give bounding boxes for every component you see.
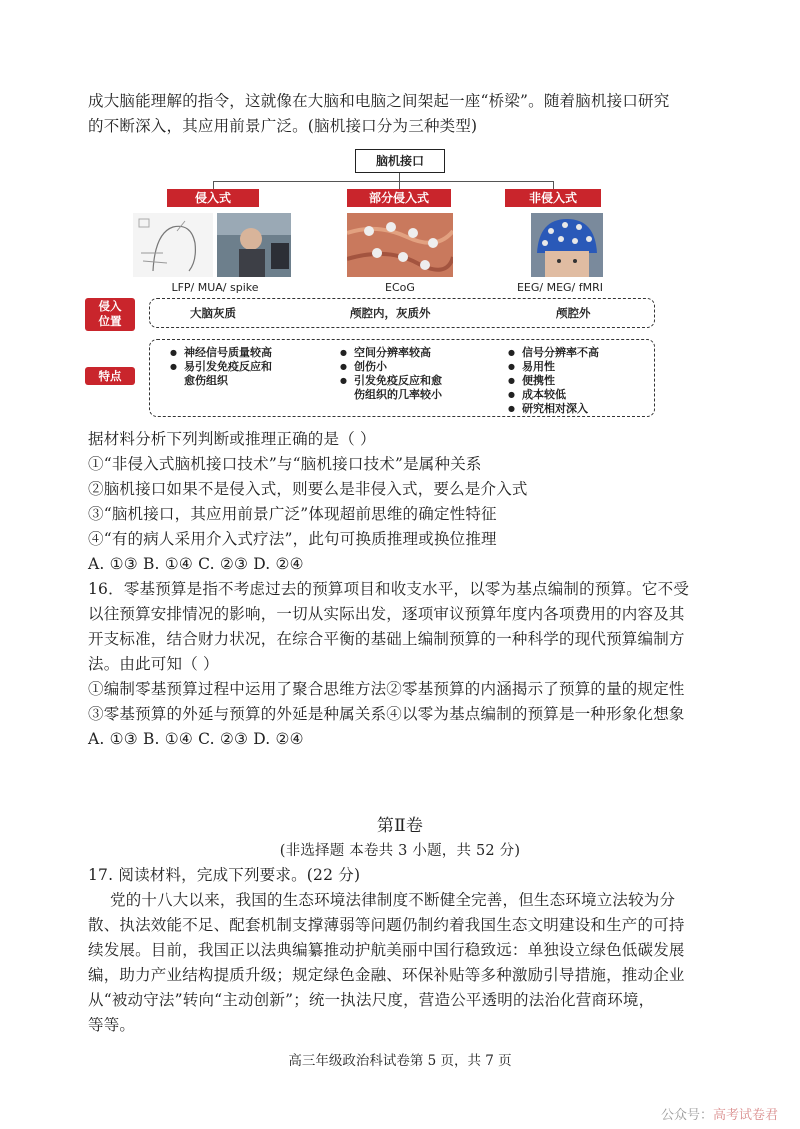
- q17-para-line: 党的十八大以来，我国的生态环境法律制度不断健全完善，但生态环境立法较为分: [110, 891, 676, 909]
- intro-line-1: 成大脑能理解的指令，这就像在大脑和电脑之间架起一座“桥梁”。随着脑机接口研究: [88, 92, 670, 110]
- q16-line-2: 以往预算安排情况的影响，一切从实际出发，逐项审议预算年度内各项费用的内容及其: [88, 605, 685, 623]
- features-partial: [340, 346, 442, 402]
- caption-ecog: ECoG: [385, 281, 415, 294]
- features-box: [149, 339, 655, 417]
- eeg-photo: [531, 213, 603, 277]
- feature-item: ● 便携性: [508, 374, 599, 388]
- q16-line-5: ①编制零基预算过程中运用了聚合思维方法②零基预算的内涵揭示了预算的量的规定性: [88, 680, 685, 698]
- connector: [399, 181, 400, 189]
- connector: [553, 181, 554, 189]
- q17-para-line: 从“被动守法”转向“主动创新”；统一执法尺度，营造公平透明的法治化营商环境，: [88, 991, 655, 1009]
- connector: [399, 173, 400, 181]
- position-non-invasive: 颅腔外: [556, 306, 591, 320]
- page-footer: 高三年级政治科试卷第 5 页，共 7 页: [288, 1053, 512, 1069]
- q15-choices: A. ①③ B. ①④ C. ②③ D. ②④: [88, 555, 304, 573]
- q17-para-line: 等等。: [88, 1016, 136, 1034]
- q16-line-4: 法。由此可知（ ）: [88, 655, 219, 673]
- q17-para-line: 续发展。目前，我国正以法典编纂推动护航美丽中国行稳致远：单独设立绿色低碳发展: [88, 941, 685, 959]
- q15-option-3: ③“脑机接口，其应用前景广泛”体现超前思维的确定性特征: [88, 505, 497, 523]
- q17-para-line: 编，助力产业结构提质升级；规定绿色金融、环保补贴等多种激励引导措施，推动企业: [88, 966, 685, 984]
- q17-para-line: 散、执法效能不足、配套机制支撑薄弱等问题仍制约着我国生态文明建设和生产的可持: [88, 916, 685, 934]
- position-partial: 颅腔内，灰质外: [350, 306, 431, 320]
- q15-option-4: ④“有的病人采用介入式疗法”，此句可换质推理或换位推理: [88, 530, 497, 548]
- features-invasive: [170, 346, 272, 388]
- intro-line-2: 的不断深入，其应用前景广泛。(脑机接口分为三种类型): [88, 117, 478, 135]
- q17-stem: 17. 阅读材料，完成下列要求。(22 分): [88, 866, 361, 884]
- position-box: [149, 298, 655, 328]
- feature-item: ● 神经信号质量较高: [170, 346, 272, 360]
- watermark: [661, 1104, 778, 1123]
- ecog-photo: [347, 213, 453, 277]
- invasive-photo: [133, 213, 291, 277]
- bci-diagram: [85, 143, 665, 423]
- feature-item: ● 信号分辨率不高: [508, 346, 599, 360]
- type-invasive: 侵入式: [167, 189, 259, 207]
- watermark-prefix: 公众号：: [660, 1108, 713, 1123]
- q15-option-1: ①“非侵入式脑机接口技术”与“脑机接口技术”是属种关系: [88, 455, 482, 473]
- q16-line-1: 16．零基预算是指不考虑过去的预算项目和收支水平，以零为基点编制的预算。它不受: [88, 580, 690, 598]
- feature-item: ● 研究相对深入: [508, 402, 599, 416]
- part2-subtitle: (非选择题 本卷共 3 小题，共 52 分): [279, 843, 521, 859]
- feature-item: ● 易引发免疫反应和: [170, 360, 272, 374]
- type-partial-invasive: 部分侵入式: [347, 189, 451, 207]
- part2-title: 第Ⅱ卷: [376, 816, 424, 836]
- diagram-root: 脑机接口: [355, 149, 445, 173]
- feature-item: ● 创伤小: [340, 360, 442, 374]
- features-tag: 特点: [85, 367, 135, 385]
- caption-invasive: LFP/ MUA/ spike: [171, 281, 259, 294]
- feature-item: ● 引发免疫反应和愈: [340, 374, 442, 388]
- features-non-invasive: [508, 346, 599, 416]
- connector: [213, 181, 214, 189]
- type-non-invasive: 非侵入式: [505, 189, 601, 207]
- watermark-name: 高考试卷君: [712, 1108, 778, 1123]
- feature-item: ● 成本较低: [508, 388, 599, 402]
- q16-line-3: 开支标准，结合财力状况，在综合平衡的基础上编制预算的一种科学的现代预算编制方: [88, 630, 685, 648]
- caption-eeg: EEG/ MEG/ fMRI: [516, 281, 604, 294]
- feature-item: 伤组织的几率较小: [354, 388, 442, 401]
- position-invasive: 大脑灰质: [190, 306, 236, 320]
- feature-item: 愈伤组织: [184, 374, 228, 387]
- q15-option-2: ②脑机接口如果不是侵入式，则要么是非侵入式，要么是介入式: [88, 480, 528, 498]
- q15-stem: 据材料分析下列判断或推理正确的是（ ）: [88, 430, 376, 448]
- q16-choices: A. ①③ B. ①④ C. ②③ D. ②④: [88, 730, 304, 748]
- q16-line-6: ③零基预算的外延与预算的外延是种属关系④以零为基点编制的预算是一种形象化想象: [88, 705, 685, 723]
- connector-bar: [213, 181, 553, 182]
- position-tag: 侵入 位置: [85, 298, 135, 331]
- feature-item: ● 易用性: [508, 360, 599, 374]
- feature-item: ● 空间分辨率较高: [340, 346, 442, 360]
